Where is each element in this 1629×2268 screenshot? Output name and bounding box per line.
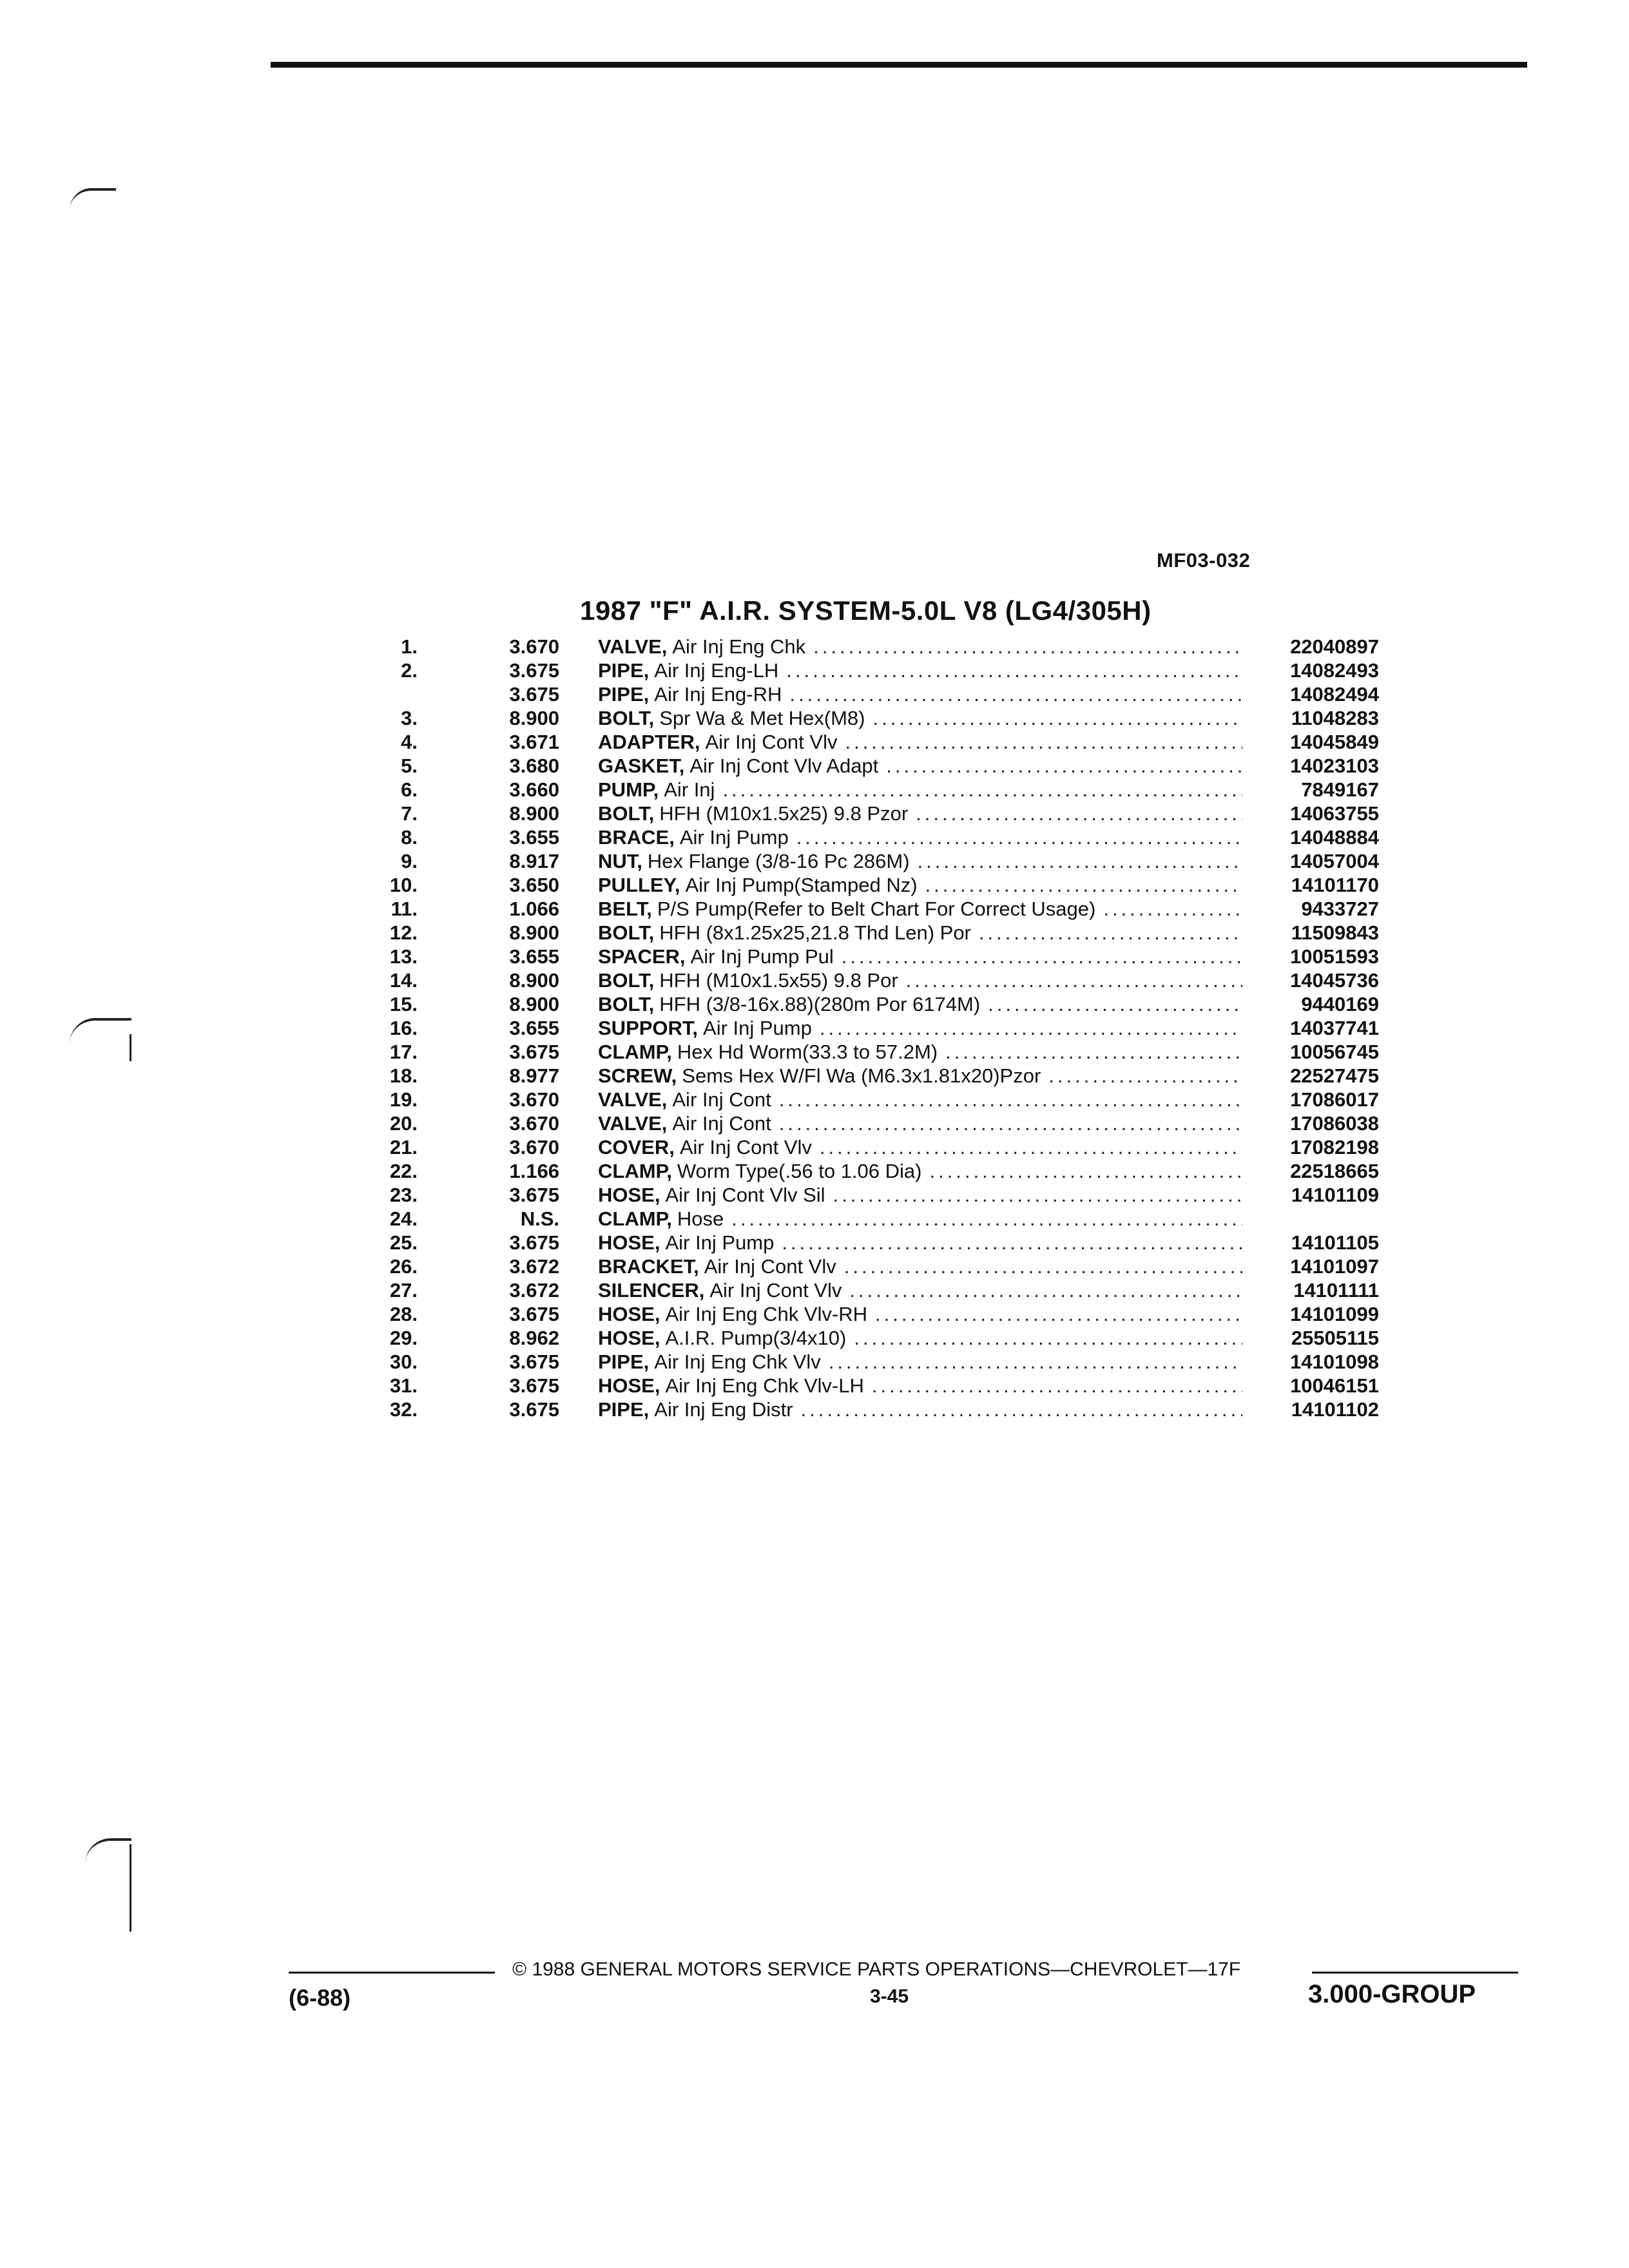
part-description (598, 1398, 1242, 1421)
table-row (0, 730, 1629, 754)
leader-dots (878, 754, 1242, 778)
part-number: 14037741 (1290, 1017, 1379, 1039)
part-description (598, 1016, 1242, 1040)
table-row (0, 754, 1629, 778)
table-row (0, 992, 1629, 1016)
leader-dots (834, 945, 1242, 968)
item-number: 24. (389, 1207, 418, 1230)
item-number: 31. (389, 1374, 418, 1397)
group-number: 3.675 (509, 1041, 559, 1063)
part-detail: Air Inj Pump Pul (690, 945, 834, 968)
group-number: 3.675 (509, 1398, 559, 1421)
table-row (0, 1088, 1629, 1111)
part-name: PUMP, (598, 778, 659, 801)
part-description (598, 1302, 1242, 1326)
table-row (0, 897, 1629, 921)
part-number: 22518665 (1290, 1160, 1379, 1182)
table-row (0, 945, 1629, 968)
group-number: 3.655 (509, 826, 559, 849)
item-number: 18. (389, 1064, 418, 1087)
part-number: 14057004 (1290, 850, 1379, 872)
part-description (598, 825, 1242, 849)
part-number: 10046151 (1290, 1374, 1379, 1397)
part-detail: Air Inj Cont Vlv Adapt (689, 754, 879, 777)
part-detail: Hex Flange (3/8-16 Pc 286M) (647, 850, 910, 872)
item-number: 6. (401, 778, 418, 801)
group-number: 3.672 (509, 1279, 559, 1302)
binder-hole-mark (70, 188, 116, 210)
part-detail: Spr Wa & Met Hex(M8) (659, 707, 865, 729)
part-number: 14101105 (1291, 1231, 1379, 1254)
part-description (598, 945, 1242, 968)
part-number: 14101111 (1293, 1279, 1379, 1302)
part-description (598, 1088, 1242, 1111)
item-number: 16. (389, 1017, 418, 1039)
group-number: 3.675 (509, 1303, 559, 1325)
item-number: 14. (389, 969, 418, 992)
part-number: 14101099 (1290, 1303, 1379, 1325)
table-row (0, 1278, 1629, 1302)
part-number: 9440169 (1301, 993, 1379, 1015)
part-detail: Air Inj Eng Chk Vlv-LH (665, 1374, 864, 1397)
item-number: 1. (401, 635, 418, 658)
item-number: 4. (401, 731, 418, 753)
leader-dots (921, 1159, 1242, 1183)
part-detail: Air Inj (664, 778, 715, 801)
part-description (598, 635, 1242, 658)
leader-dots (812, 1016, 1242, 1040)
part-name: HOSE, (598, 1303, 660, 1325)
group-number: 8.962 (509, 1327, 559, 1349)
leader-dots (821, 1350, 1242, 1374)
table-row (0, 825, 1629, 849)
leader-dots (846, 1326, 1242, 1350)
part-number: 14045849 (1290, 731, 1379, 753)
part-number: 14082494 (1290, 683, 1379, 706)
part-name: HOSE, (598, 1231, 660, 1254)
part-number: 25505115 (1291, 1327, 1379, 1349)
part-description (598, 730, 1242, 754)
binder-hole-mark (130, 1844, 131, 1932)
table-row (0, 1374, 1629, 1398)
part-name: NUT, (598, 850, 642, 872)
table-row (0, 1350, 1629, 1374)
table-row (0, 682, 1629, 706)
part-number: 17082198 (1290, 1136, 1379, 1158)
group-number: 8.900 (509, 802, 559, 825)
part-number: 14101109 (1291, 1184, 1379, 1206)
part-detail: Air Inj Pump (665, 1231, 775, 1254)
group-number: 3.675 (509, 1350, 559, 1373)
leader-dots (782, 682, 1242, 706)
part-detail: Air Inj Cont Vlv Sil (665, 1184, 825, 1206)
part-description (598, 778, 1242, 802)
part-name: GASKET, (598, 754, 685, 777)
part-name: VALVE, (598, 1088, 668, 1111)
item-number: 5. (401, 754, 418, 777)
part-number: 7849167 (1301, 778, 1379, 801)
part-description (598, 1040, 1242, 1064)
group-number: 3.655 (509, 1017, 559, 1039)
item-number: 28. (389, 1303, 418, 1325)
table-row (0, 706, 1629, 730)
item-number: 21. (389, 1136, 418, 1158)
part-number: 17086017 (1290, 1088, 1379, 1111)
part-detail: Air Inj Eng-RH (654, 683, 782, 706)
part-name: PIPE, (598, 659, 650, 682)
table-row (0, 1064, 1629, 1088)
item-number: 2. (401, 659, 418, 682)
part-detail: Air Inj Pump (703, 1017, 812, 1039)
table-row (0, 1135, 1629, 1159)
part-name: BELT, (598, 898, 652, 920)
part-detail: Air Inj Cont (672, 1112, 771, 1135)
leader-dots (842, 1278, 1242, 1302)
part-description (598, 873, 1242, 897)
part-name: PIPE, (598, 1398, 650, 1421)
parts-list (0, 635, 1629, 1421)
part-description (598, 658, 1242, 682)
part-detail: Air Inj Eng Distr (654, 1398, 793, 1421)
leader-dots (1041, 1064, 1242, 1088)
part-name: BOLT, (598, 707, 655, 729)
item-number: 26. (389, 1255, 418, 1278)
part-detail: Hex Hd Worm(33.3 to 57.2M) (677, 1041, 938, 1063)
table-row (0, 1231, 1629, 1254)
part-detail: HFH (3/8-16x.88)(280m Por 6174M) (659, 993, 981, 1015)
item-number: 19. (389, 1088, 418, 1111)
table-row (0, 1016, 1629, 1040)
table-row (0, 921, 1629, 945)
item-number: 17. (389, 1041, 418, 1063)
leader-dots (938, 1040, 1242, 1064)
part-number: 14101098 (1290, 1350, 1379, 1373)
item-number: 9. (401, 850, 418, 872)
part-number: 11509843 (1291, 921, 1379, 944)
page-number: 3-45 (870, 1986, 909, 2007)
item-number: 13. (389, 945, 418, 968)
binder-hole-mark (85, 1838, 131, 1918)
group-number: 8.900 (509, 993, 559, 1015)
part-name: VALVE, (598, 635, 668, 658)
group-number: 3.670 (509, 1136, 559, 1158)
footer-rule (289, 1972, 495, 1974)
group-number: 3.670 (509, 1112, 559, 1135)
leader-dots (793, 1398, 1242, 1421)
leader-dots (910, 849, 1242, 873)
part-detail: Air Inj Pump (679, 826, 789, 849)
item-number: 3. (401, 707, 418, 729)
part-number: 17086038 (1290, 1112, 1379, 1135)
group-number: 8.917 (509, 850, 559, 872)
leader-dots (867, 1302, 1242, 1326)
part-number: 10056745 (1290, 1041, 1379, 1063)
part-description (598, 1350, 1242, 1374)
leader-dots (1095, 897, 1242, 921)
part-description (598, 849, 1242, 873)
leader-dots (918, 873, 1242, 897)
item-number: 27. (389, 1279, 418, 1302)
group-number: 3.675 (509, 683, 559, 706)
item-number: 8. (401, 826, 418, 849)
part-number: 14045736 (1290, 969, 1379, 992)
table-row (0, 1398, 1629, 1421)
part-number: 9433727 (1301, 898, 1379, 920)
item-number: 29. (389, 1327, 418, 1349)
table-row (0, 968, 1629, 992)
part-name: HOSE, (598, 1374, 660, 1397)
group-number: 3.650 (509, 874, 559, 896)
part-name: SCREW, (598, 1064, 677, 1087)
part-name: BOLT, (598, 802, 655, 825)
part-name: BRACKET, (598, 1255, 699, 1278)
item-number: 15. (389, 993, 418, 1015)
part-detail: Air Inj Eng Chk Vlv (654, 1350, 821, 1373)
table-row (0, 802, 1629, 825)
part-detail: Air Inj Eng Chk (672, 635, 806, 658)
leader-dots (980, 992, 1242, 1016)
part-name: BOLT, (598, 969, 655, 992)
group-number: 1.066 (509, 898, 559, 920)
leader-dots (865, 706, 1242, 730)
part-number: 14048884 (1290, 826, 1379, 849)
part-description (598, 1326, 1242, 1350)
leader-dots (836, 1254, 1242, 1278)
part-number: 14101102 (1291, 1398, 1379, 1421)
part-detail: HFH (M10x1.5x25) 9.8 Pzor (659, 802, 909, 825)
leader-dots (715, 778, 1242, 802)
item-number: 7. (401, 802, 418, 825)
table-row (0, 1326, 1629, 1350)
group-number: 8.900 (509, 707, 559, 729)
part-number: 22040897 (1290, 635, 1379, 658)
table-row (0, 1183, 1629, 1207)
part-detail: HFH (M10x1.5x55) 9.8 Por (659, 969, 898, 992)
part-description (598, 1278, 1242, 1302)
part-name: VALVE, (598, 1112, 668, 1135)
part-description (598, 754, 1242, 778)
part-name: HOSE, (598, 1184, 660, 1206)
table-row (0, 1302, 1629, 1326)
table-row (0, 873, 1629, 897)
part-detail: HFH (8x1.25x25,21.8 Thd Len) Por (659, 921, 971, 944)
group-number: 3.680 (509, 754, 559, 777)
part-description (598, 992, 1242, 1016)
part-name: CLAMP, (598, 1041, 672, 1063)
item-number: 20. (389, 1112, 418, 1135)
part-description (598, 1111, 1242, 1135)
part-detail: Air Inj Cont Vlv (709, 1279, 842, 1302)
leader-dots (724, 1207, 1242, 1231)
part-description (598, 682, 1242, 706)
figure-reference: MF03-032 (1157, 549, 1251, 572)
part-detail: Air Inj Cont Vlv (679, 1136, 812, 1158)
part-description (598, 1159, 1242, 1183)
group-number: 3.675 (509, 1374, 559, 1397)
part-name: PIPE, (598, 683, 650, 706)
group-number: 8.900 (509, 921, 559, 944)
table-row (0, 635, 1629, 658)
page-title: 1987 "F" A.I.R. SYSTEM-5.0L V8 (LG4/305H) (580, 595, 1152, 626)
part-detail: Hose (677, 1207, 724, 1230)
group-number: 1.166 (509, 1160, 559, 1182)
part-name: SILENCER, (598, 1279, 705, 1302)
leader-dots (771, 1088, 1242, 1111)
part-description (598, 897, 1242, 921)
part-detail: Air Inj Cont Vlv (705, 731, 838, 753)
item-number: 11. (390, 898, 418, 920)
leader-dots (771, 1111, 1242, 1135)
leader-dots (825, 1183, 1242, 1207)
part-name: PIPE, (598, 1350, 650, 1373)
footer-rule (1312, 1972, 1518, 1974)
leader-dots (812, 1135, 1242, 1159)
part-number: 14082493 (1290, 659, 1379, 682)
part-description (598, 706, 1242, 730)
item-number: 10. (389, 874, 418, 896)
part-name: CLAMP, (598, 1160, 672, 1182)
group-number: 3.671 (509, 731, 559, 753)
leader-dots (805, 635, 1242, 658)
part-detail: Air Inj Cont (672, 1088, 771, 1111)
leader-dots (898, 968, 1242, 992)
group-number: 8.977 (509, 1064, 559, 1087)
group-number: 3.670 (509, 635, 559, 658)
part-description (598, 802, 1242, 825)
part-description (598, 968, 1242, 992)
item-number: 32. (389, 1398, 418, 1421)
part-name: BRACE, (598, 826, 675, 849)
top-rule (271, 62, 1527, 68)
part-number: 11048283 (1291, 707, 1379, 729)
part-description (598, 1207, 1242, 1231)
part-name: BOLT, (598, 993, 655, 1015)
part-number: 22527475 (1290, 1064, 1379, 1087)
item-number: 22. (389, 1160, 418, 1182)
part-detail: A.I.R. Pump(3/4x10) (665, 1327, 847, 1349)
part-name: PULLEY, (598, 874, 680, 896)
group-number: 3.660 (509, 778, 559, 801)
part-detail: Air Inj Pump(Stamped Nz) (685, 874, 918, 896)
group-number: 3.672 (509, 1255, 559, 1278)
part-number: 14023103 (1290, 754, 1379, 777)
part-number: 10051593 (1290, 945, 1379, 968)
part-description (598, 1064, 1242, 1088)
part-number: 14063755 (1290, 802, 1379, 825)
group-number: 3.675 (509, 1184, 559, 1206)
leader-dots (774, 1231, 1242, 1254)
part-detail: Air Inj Eng Chk Vlv-RH (665, 1303, 867, 1325)
item-number: 12. (389, 921, 418, 944)
item-number: 25. (389, 1231, 418, 1254)
group-number: 3.655 (509, 945, 559, 968)
part-detail: Air Inj Eng-LH (654, 659, 779, 682)
part-detail: Sems Hex W/Fl Wa (M6.3x1.81x20)Pzor (682, 1064, 1041, 1087)
part-name: SUPPORT, (598, 1017, 699, 1039)
table-row (0, 1040, 1629, 1064)
item-number: 23. (389, 1184, 418, 1206)
part-name: ADAPTER, (598, 731, 700, 753)
part-description (598, 1231, 1242, 1254)
part-name: SPACER, (598, 945, 686, 968)
part-detail: Worm Type(.56 to 1.06 Dia) (677, 1160, 922, 1182)
table-row (0, 1111, 1629, 1135)
part-name: CLAMP, (598, 1207, 672, 1230)
leader-dots (778, 658, 1242, 682)
table-row (0, 1207, 1629, 1231)
table-row (0, 1159, 1629, 1183)
part-description (598, 1374, 1242, 1398)
part-name: HOSE, (598, 1327, 660, 1349)
part-name: BOLT, (598, 921, 655, 944)
part-detail: P/S Pump(Refer to Belt Chart For Correct Usage) (657, 898, 1096, 920)
table-row (0, 778, 1629, 802)
revision-date: (6-88) (289, 1984, 351, 2011)
table-row (0, 849, 1629, 873)
part-number: 14101170 (1291, 874, 1379, 896)
leader-dots (837, 730, 1242, 754)
item-number: 30. (389, 1350, 418, 1373)
leader-dots (971, 921, 1242, 945)
table-row (0, 658, 1629, 682)
part-description (598, 921, 1242, 945)
copyright-notice: © 1988 GENERAL MOTORS SERVICE PARTS OPERATIONS—CHEVROLET—17F (512, 1959, 1241, 1980)
part-description (598, 1135, 1242, 1159)
group-number: 3.675 (509, 1231, 559, 1254)
leader-dots (789, 825, 1242, 849)
part-description (598, 1254, 1242, 1278)
group-number: N.S. (520, 1207, 559, 1230)
group-number: 8.900 (509, 969, 559, 992)
group-number: 3.675 (509, 659, 559, 682)
part-detail: Air Inj Cont Vlv (704, 1255, 836, 1278)
part-number: 14101097 (1290, 1255, 1379, 1278)
group-number: 3.670 (509, 1088, 559, 1111)
leader-dots (864, 1374, 1242, 1398)
group-label: 3.000-GROUP (1308, 1980, 1476, 2008)
part-description (598, 1183, 1242, 1207)
table-row (0, 1254, 1629, 1278)
leader-dots (908, 802, 1242, 825)
part-name: COVER, (598, 1136, 675, 1158)
